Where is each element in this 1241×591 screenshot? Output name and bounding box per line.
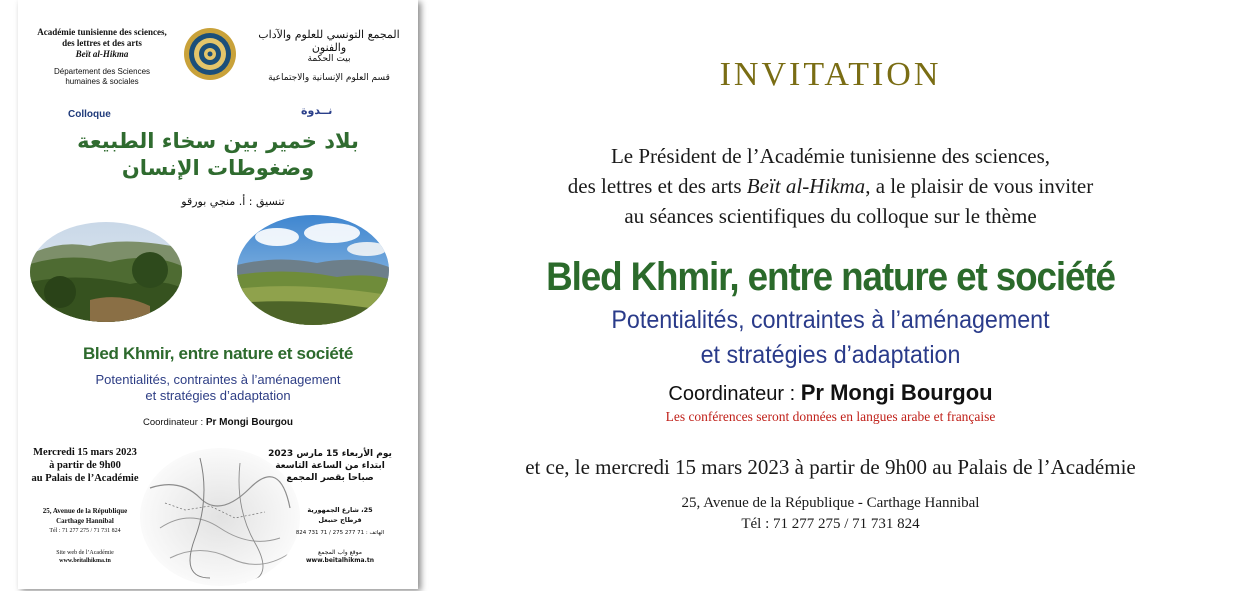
poster-colloque-label: Colloque: [68, 109, 111, 120]
coordinator-name: Pr Mongi Bourgou: [800, 380, 993, 405]
invitation-text-line1: Le Président de l’Académie tunisienne des sciences,: [610, 144, 1051, 168]
poster-fr-date-line1: Mercredi 15 mars 2023: [33, 447, 137, 458]
poster-fr-title: Bled Khmir, entre nature et société: [82, 344, 354, 363]
poster-fr-date: [22, 446, 148, 485]
poster-fr-website-label: Site web de l’Académie: [56, 550, 114, 556]
poster-fr-subtitle-line2: et stratégies d’adaptation: [145, 388, 291, 403]
coordinator-label: Coordinateur :: [668, 383, 801, 405]
landscape-photo-left: [30, 222, 182, 322]
poster-ar-date-line1: يوم الأربعاء 15 مارس 2023: [268, 449, 392, 459]
poster-fr-department: [26, 67, 178, 87]
invitation-text-line2-suffix: , a le plaisir de vous inviter: [865, 174, 1094, 198]
poster-ar-address-line1: 25، شارع الجمهورية: [307, 506, 373, 514]
poster-fr-institution-line2: des lettres et des arts: [62, 38, 142, 48]
invitation-text-line2-italic: Beït al-Hikma: [746, 174, 866, 198]
invitation-text-line3: au séances scientifiques du colloque sur le thème: [624, 204, 1037, 228]
colloquium-subtitle-line1: Potentialités, contraintes à l’aménagement: [611, 306, 1050, 334]
invitation-heading: INVITATION: [719, 56, 942, 93]
poster-fr-institution-line3: Beït al-Hikma: [75, 49, 129, 59]
languages-note: Les conférences seront données en langues arabe et française: [665, 409, 996, 424]
poster-fr-institution-line1: Académie tunisienne des sciences,: [37, 27, 167, 37]
poster-fr-department-line1: Département des Sciences: [53, 67, 151, 76]
poster-ar-website-url: www.beitalhikma.tn: [306, 557, 374, 564]
colloquium-subtitle-line2: et stratégies d’adaptation: [700, 341, 961, 369]
poster-ar-colloque-label: نــدوة: [301, 104, 333, 117]
poster-ar-address: [280, 505, 400, 525]
poster-fr-phone: Tél : 71 277 275 / 71 731 824: [49, 528, 121, 534]
poster-ar-department: قسم العلوم الإنسانية والاجتماعية: [268, 73, 390, 83]
poster-fr-website: [22, 549, 148, 565]
event-address: 25, Avenue de la République - Carthage Hannibal: [681, 495, 980, 511]
poster-ar-coordination: تنسيق : أ. منجي بورقو: [181, 195, 285, 208]
colloquium-title: Bled Khmir, entre nature et société: [546, 255, 1115, 299]
poster-fr-subtitle-line1: Potentialités, contraintes à l’aménagement: [95, 372, 341, 387]
academy-logo-icon: [183, 27, 237, 81]
poster-ar-institution-name: المجمع التونسي للعلوم والآداب والفنون: [258, 28, 400, 54]
poster-fr-coordinator: [18, 417, 418, 428]
poster-fr-date-line3: au Palais de l’Académie: [31, 473, 139, 484]
poster-ar-date-line2: ابتداء من الساعة التاسعة: [275, 461, 385, 471]
poster-fr-address-line1: 25, Avenue de la République: [42, 507, 128, 515]
poster-fr-address: [22, 506, 148, 526]
poster-fr-subtitle: [18, 372, 418, 404]
invitation-text-line2-prefix: des lettres et des arts: [567, 174, 747, 198]
poster-fr-address-line2: Carthage Hannibal: [56, 517, 114, 525]
poster-ar-address-line2: قرطاج حنبعل: [318, 516, 362, 524]
invitation-text-line2: [420, 171, 1241, 202]
poster-ar-title: [38, 128, 398, 182]
poster-fr-website-url: www.beitalhikma.tn: [59, 558, 111, 564]
poster-ar-website-label: موقع واب المجمع: [318, 549, 362, 556]
poster-ar-phone: الهاتف : 71 277 275 / 71 731 824: [295, 530, 385, 536]
poster-fr-coordinator-name: Pr Mongi Bourgou: [205, 417, 294, 428]
poster-ar-date: [264, 448, 396, 484]
poster-ar-title-line1: بلاد خمير بين سخاء الطبيعة: [77, 129, 359, 153]
event-phone: Tél : 71 277 275 / 71 731 824: [741, 516, 920, 532]
poster-ar-institution: [246, 28, 412, 64]
poster-fr-coordinator-label: Coordinateur :: [142, 417, 206, 428]
poster-fr-department-line2: humaines & sociales: [65, 77, 139, 86]
poster-fr-date-line2: à partir de 9h00: [49, 460, 121, 471]
landscape-photo-right: [237, 215, 389, 325]
event-date-location: et ce, le mercredi 15 mars 2023 à partir de 9h00 au Palais de l’Académie: [525, 455, 1136, 479]
colloquium-poster: [18, 0, 418, 589]
poster-ar-title-line2: وضغوطات الإنسان: [121, 156, 315, 180]
poster-ar-website: [280, 549, 400, 565]
poster-ar-institution-short: بيت الحكمة: [307, 54, 351, 64]
poster-ar-date-line3: صباحا بقصر المجمع: [286, 473, 374, 483]
poster-fr-institution: [26, 27, 178, 60]
coordinator: [420, 380, 1241, 406]
